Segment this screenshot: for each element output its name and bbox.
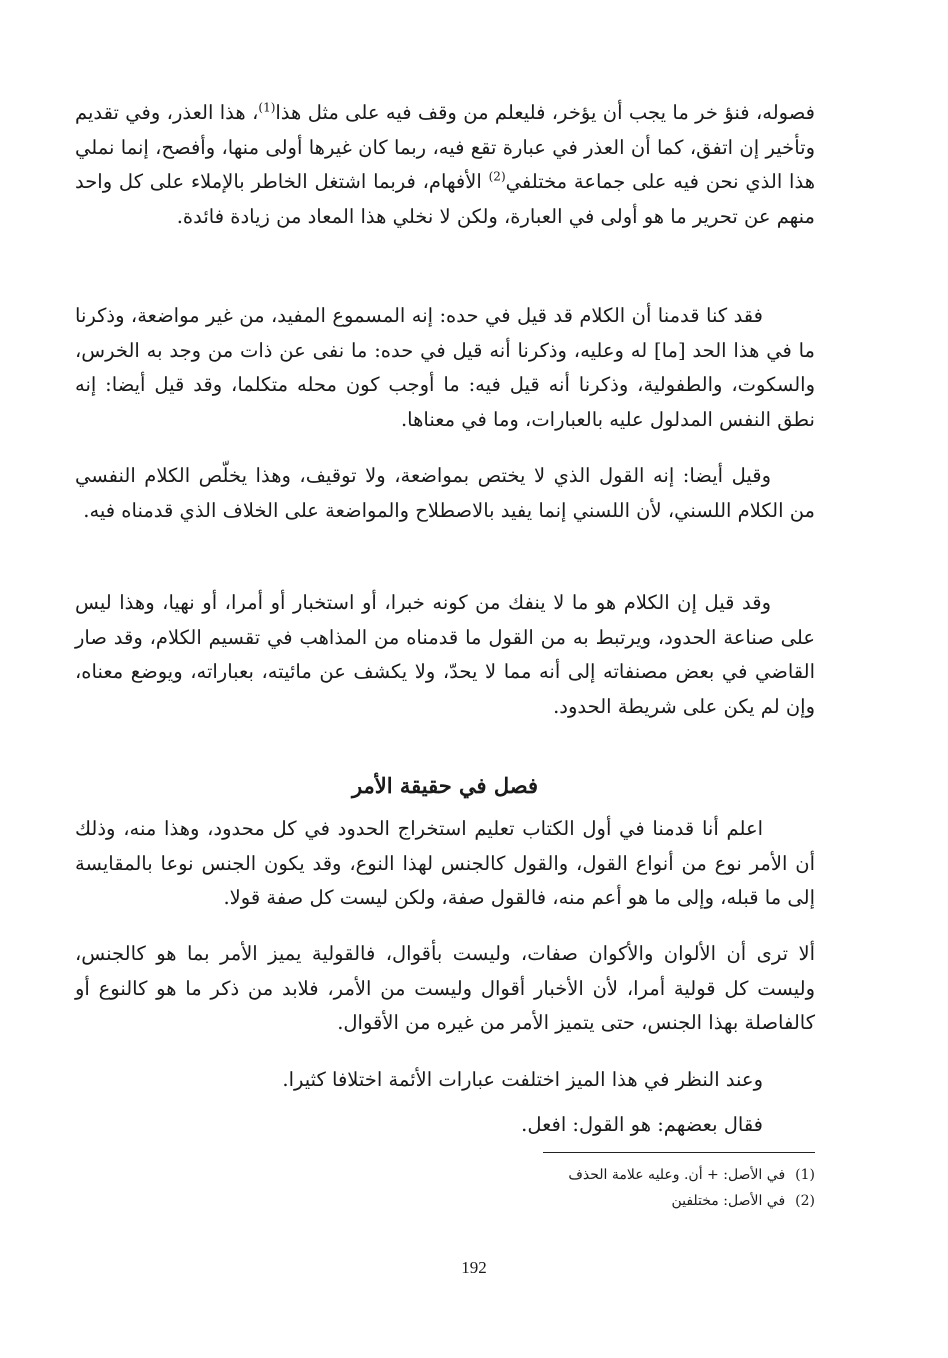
footnote-1 [75,1162,815,1188]
page-number: 192 [461,1258,487,1277]
paragraph-5: اعلم أنا قدمنا في أول الكتاب تعليم استخراج الحدود في كل محدود، وهذا منه، وذلك أن الأمر نوع من أنواع القول، والقول كالجنس لهذا النوع، وقد يكون الجنس نوعا بالمقايسة إلى ما قبله، وإلى ما هو أعم منه، فالقول صفة، ولكن ليست كل صفة قولا. [75,817,815,909]
paragraph-4: وقد قيل إن الكلام هو ما لا ينفك من كونه خبرا، أو استخبار أو أمرا، أو نهيا، وهذا ليس على صناعة الحدود، ويرتبط به من القول ما قدمناه من المذاهب في تقسيم الكلام، وقد صار القاضي في بعض مصنفاته إلى أنه مما لا يحدّ، ولا يكشف عن مائيته، بعباراته، ويوضع معناه، وإن لم يكن على شريطة الحدود. [75,591,815,718]
paragraph-1-text-a: فصوله، فنؤ خر ما يجب أن يؤخر، فليعلم من وقف فيه على مثل هذا [275,101,815,124]
paragraph-1 [75,96,815,234]
paragraph-1-text-c: الأفهام، فربما اشتغل الخاطر بالإملاء على كل واحد منهم عن تحرير ما هو أولى في العبارة، ولكن لا نخلي هذا المعاد من زيادة فائدة. [75,170,815,228]
footnotes [75,1162,815,1214]
footnote-divider [543,1152,815,1153]
footnote-ref-1: (1) [258,100,276,115]
footnote-2-number: (2) [795,1193,815,1209]
paragraph-2: فقد كنا قدمنا أن الكلام قد قيل في حده: إنه المسموع المفيد، من غير مواضعة، وذكرنا ما في هذا الحد [ما] له وعليه، وذكرنا أنه قيل في حده: ما نفى عن ذات من وجد به الخرس، والسكوت، والطفولية، وذكرنا أنه قيل فيه: ما أوجب كون محله متكلما، وقد قيل أيضا: إنه نطق النفس المدلول عليه بالعبارات، وما في معناها. [75,304,815,431]
paragraph-1-text-b: ، هذا العذر، وفي تقديم وتأخير إن اتفق، كما أن العذر في عبارة تقع فيه، ربما كان غيرها أولى منها، وأفصح، إنما نملي هذا الذي نحن فيه على جماعة مختلفي [75,101,815,193]
paragraph-3: وقيل أيضا: إنه القول الذي لا يختص بمواضعة، ولا توقيف، وهذا يخلّص الكلام النفسي من الكلام اللسني، لأن اللسني إنما يفيد بالاصطلاح والمواضعة على الخلاف الذي قدمناه فيه. [75,464,815,522]
section-heading: فصل في حقيقة الأمر [351,773,539,798]
paragraph-8: فقال بعضهم: هو القول: افعل. [521,1113,763,1136]
paragraph-7: وعند النظر في هذا الميز اختلفت عبارات الأئمة اختلافا كثيرا. [282,1068,763,1091]
footnote-2-text: في الأصل: مختلفين [671,1193,786,1209]
footnote-2 [75,1188,815,1214]
footnote-1-number: (1) [795,1167,815,1183]
paragraph-6: ألا ترى أن الألوان والأكوان صفات، وليست بأقوال، فالقولية يميز الأمر بما هو كالجنس، وليست كل قولية أمرا، لأن الأخبار أقوال وليست من الأمر، فلابد من ذكر ما هو كالنوع أو كالفاصلة بهذا الجنس، حتى يتميز الأمر من غيره من الأقوال. [75,942,815,1034]
footnote-ref-2: (2) [488,169,506,184]
footnote-1-text: في الأصل: + أن. وعليه علامة الحذف [568,1167,786,1183]
